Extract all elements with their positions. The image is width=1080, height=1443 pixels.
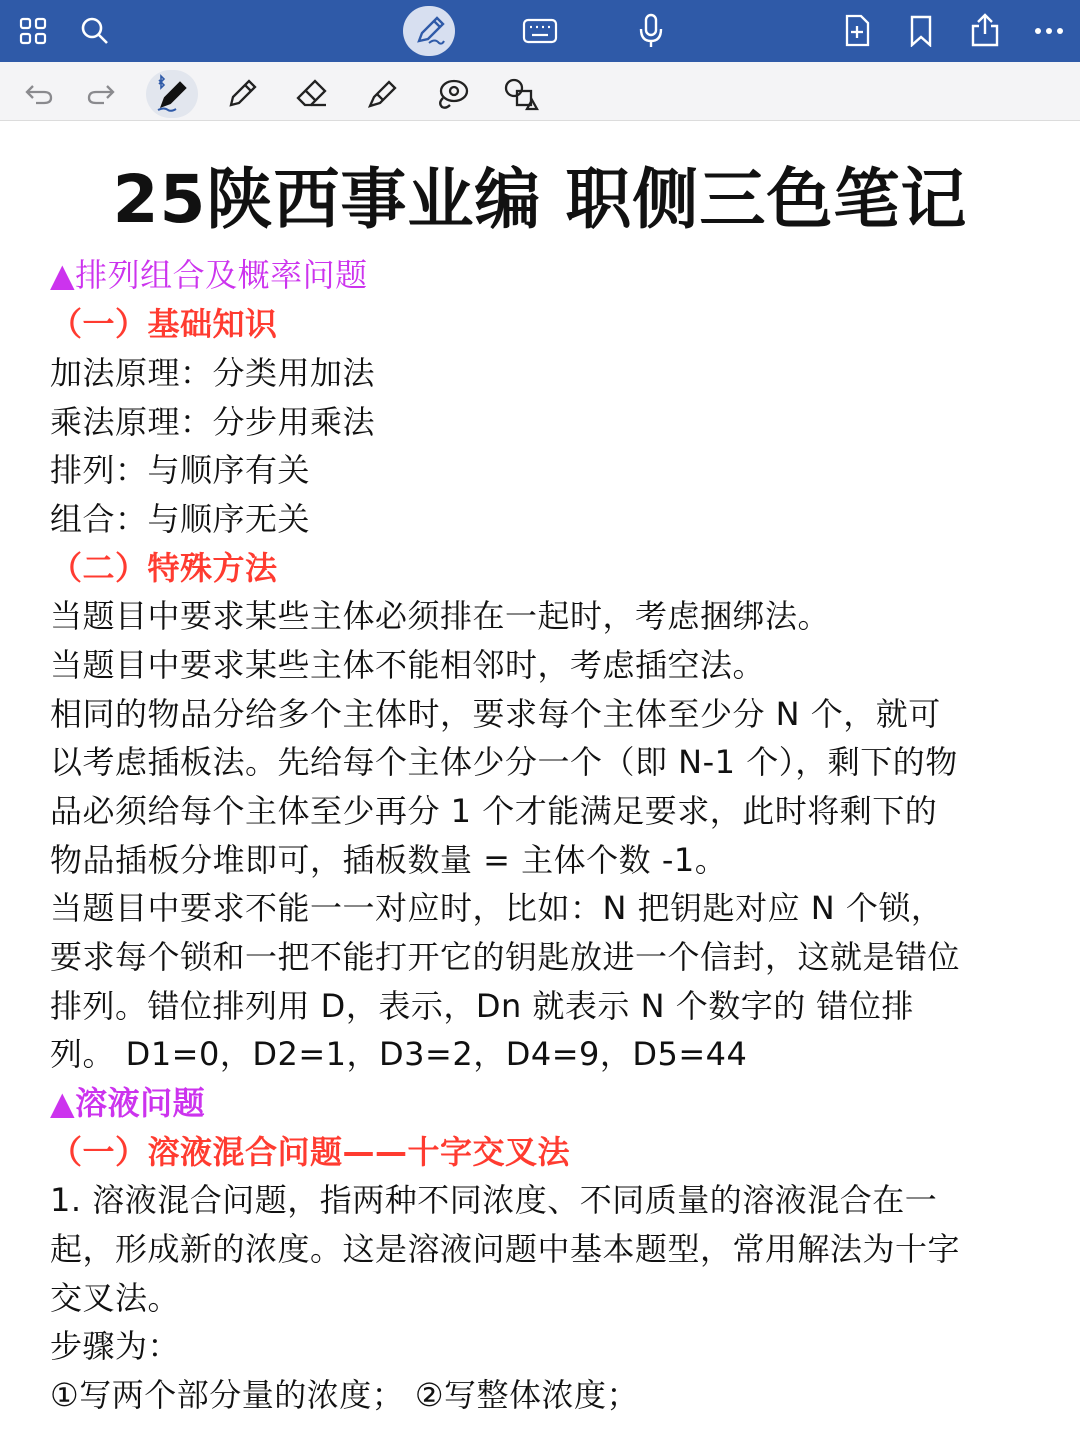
text-line: 列。 D1=0，D2=1，D3=2，D4=9，D5=44 xyxy=(50,1035,748,1073)
text-line: 1. 溶液混合问题，指两种不同浓度、不同质量的溶液混合在一 xyxy=(50,1181,938,1219)
keyboard-icon[interactable] xyxy=(519,12,561,50)
text-line: 排列。错位排列用 D，表示，Dn 就表示 N 个数字的 错位排 xyxy=(50,987,914,1025)
grid-icon[interactable] xyxy=(14,12,52,50)
subsection-heading: （一）溶液混合问题——十字交叉法 xyxy=(50,1133,571,1171)
pen-mode-icon xyxy=(410,10,450,52)
text-line: 加法原理：分类用加法 xyxy=(50,354,376,392)
undo-icon[interactable] xyxy=(20,76,58,112)
subsection-heading: （一）基础知识 xyxy=(50,305,278,343)
text-line: 当题目中要求不能一一对应时，比如：N 把钥匙对应 N 个锁， xyxy=(50,889,944,927)
text-line: ①写两个部分量的浓度； ②写整体浓度； xyxy=(50,1376,640,1414)
text-line: 乘法原理：分步用乘法 xyxy=(50,403,376,441)
top-app-bar xyxy=(0,0,1080,62)
section-heading: ▲排列组合及概率问题 xyxy=(50,256,368,294)
text-line: 当题目中要求某些主体不能相邻时，考虑插空法。 xyxy=(50,646,766,684)
bluetooth-pen-icon[interactable] xyxy=(150,72,194,116)
more-icon[interactable] xyxy=(1028,12,1070,50)
pencil-icon[interactable] xyxy=(222,74,262,114)
text-line: 相同的物品分给多个主体时，要求每个主体至少分 N 个，就可 xyxy=(50,695,941,733)
eraser-icon[interactable] xyxy=(292,74,332,114)
search-icon[interactable] xyxy=(76,12,114,50)
text-line: 组合：与顺序无关 xyxy=(50,500,311,538)
microphone-icon[interactable] xyxy=(632,10,670,52)
text-line: 步骤为： xyxy=(50,1327,181,1365)
text-line: 物品插板分堆即可，插板数量 = 主体个数 -1。 xyxy=(50,841,728,879)
text-line: 排列：与顺序有关 xyxy=(50,451,311,489)
text-line: 交叉法。 xyxy=(50,1279,181,1317)
text-line: 起，形成新的浓度。这是溶液问题中基本题型，常用解法为十字 xyxy=(50,1230,961,1268)
text-line: 要求每个锁和一把不能打开它的钥匙放进一个信封，这就是错位 xyxy=(50,938,961,976)
text-line: 品必须给每个主体至少再分 1 个才能满足要求，此时将剩下的 xyxy=(50,792,938,830)
section-heading: ▲溶液问题 xyxy=(50,1084,206,1122)
lasso-icon[interactable] xyxy=(430,74,474,114)
highlighter-icon[interactable] xyxy=(362,74,402,114)
add-page-icon[interactable] xyxy=(838,10,876,52)
redo-icon[interactable] xyxy=(82,76,120,112)
text-line: 当题目中要求某些主体必须排在一起时，考虑捆绑法。 xyxy=(50,597,831,635)
bookmark-icon[interactable] xyxy=(902,10,940,52)
subsection-heading: （二）特殊方法 xyxy=(50,549,278,587)
page-title: 25陕西事业编 职侧三色笔记 xyxy=(112,161,968,238)
text-line: 以考虑插板法。先给每个主体少分一个（即 N-1 个），剩下的物 xyxy=(50,743,958,781)
shapes-icon[interactable] xyxy=(500,74,542,114)
share-icon[interactable] xyxy=(964,8,1006,52)
